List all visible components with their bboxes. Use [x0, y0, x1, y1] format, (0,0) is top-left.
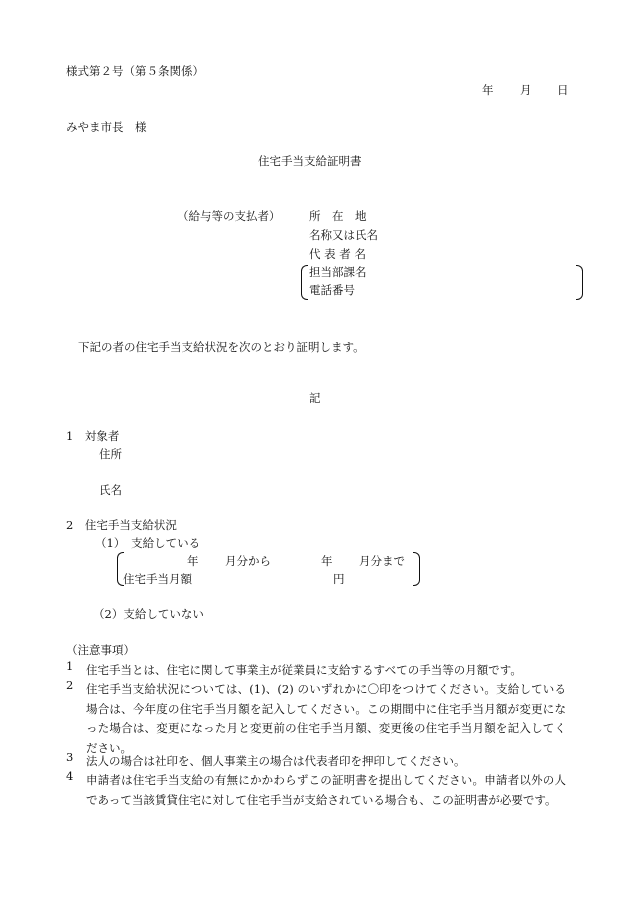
- note-text: 申請者は住宅手当支給の有無にかかわらずこの証明書を提出してください。申請者以外の人であって当該賃貸住宅に対して住宅手当が支給されている場合も、この証明書が必要です。: [86, 773, 566, 807]
- contact-bracket-left: [301, 265, 308, 300]
- note-text: 住宅手当とは、住宅に関して事業主が従業員に支給するすべての手当等の月額です。: [86, 663, 522, 677]
- payer-dept-label: 担当部課名: [309, 265, 367, 279]
- period-year-to: 年: [321, 554, 333, 568]
- date-day-label: 日: [557, 83, 569, 97]
- note-number: 4: [66, 769, 74, 783]
- period-year-from: 年: [187, 554, 199, 568]
- notes-heading: （注意事項）: [66, 643, 135, 657]
- option-not-paying: （2）支給していない: [93, 607, 204, 621]
- payer-label: （給与等の支払者）: [177, 209, 281, 223]
- date-year-label: 年: [482, 83, 494, 97]
- contact-bracket-right: [576, 265, 583, 300]
- payer-name-label: 名称又は氏名: [309, 228, 378, 242]
- date-month-label: 月: [520, 83, 532, 97]
- yen-label: 円: [333, 572, 345, 586]
- period-month-to: 月分まで: [359, 554, 405, 568]
- note-number: 3: [66, 750, 74, 764]
- intro-text: 下記の者の住宅手当支給状況を次のとおり証明します。: [78, 340, 365, 354]
- note-text: 法人の場合は社印を、個人事業主の場合は代表者印を押印してください。: [86, 754, 466, 768]
- target-name-label: 氏名: [99, 483, 122, 497]
- target-address-label: 住所: [99, 447, 122, 461]
- addressee: みやま市長 様: [66, 120, 147, 134]
- monthly-amount-label: 住宅手当月額: [123, 572, 192, 586]
- ki-label: 記: [309, 391, 321, 405]
- option-paying: （1） 支給している: [95, 536, 201, 550]
- form-number: 様式第２号（第５条関係）: [66, 64, 204, 78]
- payer-rep-label: 代 表 者 名: [309, 247, 366, 261]
- document-title: 住宅手当支給証明書: [258, 154, 362, 168]
- note-text: 住宅手当支給状況については、(1)、(2) のいずれかに〇印をつけてください。支給している場合は、今年度の住宅手当月額を記入してください。この期間中に住宅手当月額が変更になった場合は、変更になった月と変更前の住宅手当月額、変更後の住宅手当月額を記入してください。: [86, 682, 566, 755]
- note-number: 2: [66, 678, 74, 692]
- payer-phone-label: 電話番号: [309, 283, 355, 297]
- note-number: 1: [66, 659, 74, 673]
- section2-heading: 2 住宅手当支給状況: [66, 518, 177, 532]
- payer-address-label: 所 在 地: [309, 209, 367, 223]
- period-month-from: 月分から: [225, 554, 271, 568]
- section1-heading: 1 対象者: [66, 429, 120, 443]
- period-bracket-right: [413, 552, 420, 586]
